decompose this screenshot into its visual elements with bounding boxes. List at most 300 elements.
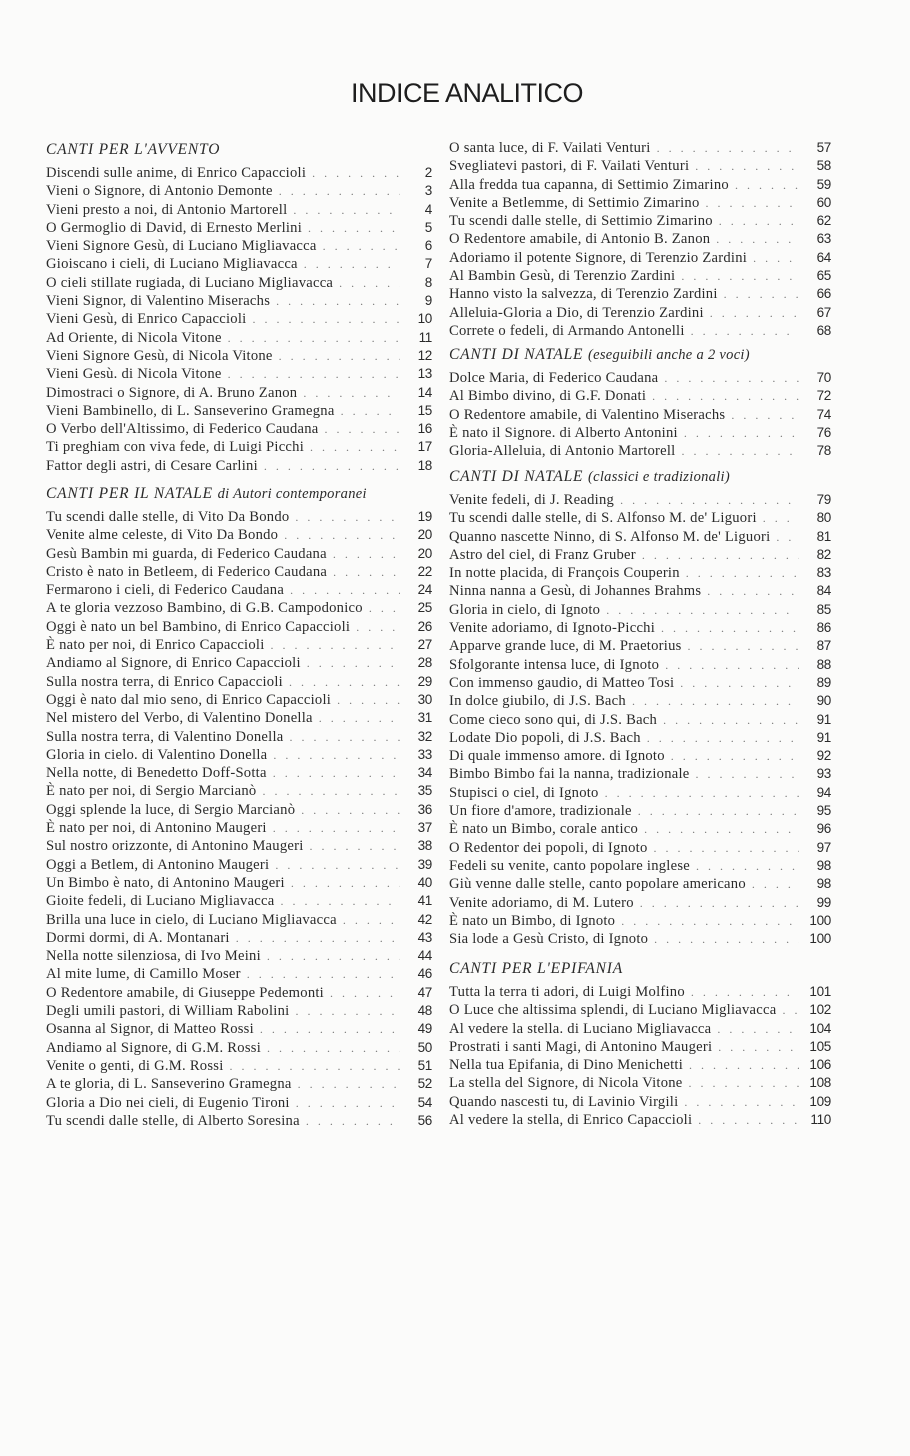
dot-leader — [265, 636, 400, 654]
dot-leader — [713, 212, 799, 230]
entry-title: O Verbo dell'Altissimo, di Federico Caudana — [46, 421, 319, 438]
index-entry — [449, 212, 831, 230]
entry-page-number: 98 — [816, 876, 831, 892]
entry-title: O Redentore amabile, di Valentino Miserachs — [449, 406, 726, 423]
section-heading-text: CANTI PER L'AVVENTO — [46, 141, 221, 158]
entry-page-number: 7 — [424, 256, 432, 272]
index-entry — [46, 365, 432, 383]
dot-leader — [327, 545, 400, 563]
entry-title: Nella tua Epifania, di Dino Menichetti — [449, 1057, 684, 1074]
entry-list — [46, 164, 432, 475]
entry-page-number: 20 — [417, 527, 432, 543]
entry-title: Sfolgorante intensa luce, di Ignoto — [449, 656, 660, 673]
entry-page-number: 92 — [816, 748, 831, 764]
entry-title: Oggi è nato un bel Bambino, di Enrico Capaccioli — [46, 618, 351, 635]
index-entry — [46, 728, 432, 746]
index-entry — [449, 930, 831, 948]
entry-page-number: 28 — [417, 655, 432, 671]
index-entry — [449, 912, 831, 930]
dot-leader — [636, 546, 799, 564]
entry-title: Al mite lume, di Camillo Moser — [46, 966, 241, 983]
dot-leader — [222, 365, 400, 383]
index-entry — [449, 1093, 831, 1111]
dot-leader — [313, 709, 400, 727]
dot-leader — [690, 765, 799, 783]
entry-title: Di quale immenso amore. di Ignoto — [449, 748, 665, 765]
entry-title: Nella notte, di Benedetto Doff-Sotta — [46, 765, 267, 782]
index-entry — [449, 1111, 831, 1129]
index-entry — [449, 983, 831, 1001]
entry-title: Brilla una luce in cielo, di Luciano Migliavacca — [46, 911, 337, 928]
entry-title: Fattor degli astri, di Cesare Carlini — [46, 457, 258, 474]
index-entry — [46, 182, 432, 200]
entry-title: Oggi è nato dal mio seno, di Enrico Capaccioli — [46, 691, 332, 708]
index-entry — [46, 274, 432, 292]
entry-page-number: 16 — [417, 421, 432, 437]
entry-page-number: 110 — [810, 1112, 831, 1128]
entry-title: Cristo è nato in Betleem, di Federico Caudana — [46, 563, 328, 580]
dot-leader — [274, 892, 400, 910]
entry-page-number: 47 — [417, 984, 432, 1000]
dot-leader — [267, 764, 400, 782]
index-entry — [46, 545, 432, 563]
entry-title: Adoriamo il potente Signore, di Terenzio Zardini — [449, 249, 748, 266]
index-entry — [449, 491, 831, 509]
dot-leader — [689, 157, 799, 175]
section-heading-text: CANTI DI NATALE — [449, 346, 584, 363]
dot-leader — [678, 1093, 799, 1111]
index-entry — [449, 424, 831, 442]
index-entry — [46, 581, 432, 599]
entry-page-number: 52 — [417, 1076, 432, 1092]
entry-page-number: 106 — [809, 1057, 831, 1073]
entry-page-number: 20 — [417, 545, 432, 561]
index-entry — [449, 442, 831, 460]
dot-leader — [712, 1038, 799, 1056]
entry-page-number: 84 — [816, 583, 831, 599]
index-entry — [449, 1074, 831, 1092]
dot-leader — [289, 1002, 400, 1020]
entry-title: Tu scendi dalle stelle, di Alberto Soresina — [46, 1112, 300, 1129]
entry-list — [449, 369, 831, 460]
section-heading — [449, 959, 831, 983]
entry-page-number: 100 — [809, 912, 831, 928]
dot-leader — [747, 249, 799, 267]
entry-title: Svegliatevi pastori, di F. Vailati Venturi — [449, 158, 690, 175]
dot-leader — [297, 384, 400, 402]
index-entry — [46, 746, 432, 764]
index-entry — [449, 406, 831, 424]
index-entry — [449, 285, 831, 303]
section-heading-text: CANTI DI NATALE — [449, 468, 584, 485]
index-entry — [46, 911, 432, 929]
entry-title: O Redentore amabile, di Giuseppe Pedemonti — [46, 984, 324, 1001]
entry-page-number: 41 — [417, 893, 432, 909]
entry-title: O Luce che altissima splendi, di Luciano Migliavacca — [449, 1002, 777, 1019]
index-entry — [46, 1002, 432, 1020]
entry-page-number: 74 — [816, 406, 831, 422]
entry-title: Al vedere la stella, di Enrico Capaccioli — [449, 1112, 693, 1129]
index-entry — [449, 857, 831, 875]
section-heading — [449, 467, 831, 491]
entry-page-number: 62 — [816, 213, 831, 229]
entry-title: È nato un Bimbo, di Ignoto — [449, 912, 616, 929]
index-entry — [46, 526, 432, 544]
index-entry — [46, 255, 432, 273]
entry-title: Vieni Gesù, di Enrico Capaccioli — [46, 311, 247, 328]
dot-leader — [651, 139, 799, 157]
entry-page-number: 50 — [417, 1039, 432, 1055]
entry-page-number: 51 — [417, 1057, 432, 1073]
dot-leader — [685, 322, 799, 340]
entry-page-number: 72 — [816, 388, 831, 404]
entry-page-number: 38 — [417, 838, 432, 854]
index-entry — [449, 656, 831, 674]
dot-leader — [283, 673, 400, 691]
index-entry — [449, 176, 831, 194]
entry-title: Degli umili pastori, di William Rabolini — [46, 1003, 290, 1020]
entry-title: Venite o genti, di G.M. Rossi — [46, 1057, 224, 1074]
index-entry — [46, 782, 432, 800]
entry-title: Quando nascesti tu, di Lavinio Virgili — [449, 1093, 679, 1110]
dot-leader — [632, 802, 799, 820]
section-natale-classici — [449, 467, 831, 948]
dot-leader — [254, 1020, 400, 1038]
entry-page-number: 17 — [417, 439, 432, 455]
section-heading-text: CANTI PER IL NATALE — [46, 485, 213, 502]
dot-leader — [704, 304, 799, 322]
entry-page-number: 27 — [417, 637, 432, 653]
index-entry — [46, 691, 432, 709]
entry-title: Gloria-Alleluia, di Antonio Martorell — [449, 443, 676, 460]
page-title — [0, 78, 910, 109]
index-entry — [46, 402, 432, 420]
entry-title: È nato per noi, di Enrico Capaccioli — [46, 637, 265, 654]
dot-leader — [295, 801, 400, 819]
index-entry — [46, 164, 432, 182]
dot-leader — [327, 563, 400, 581]
index-entry — [46, 1020, 432, 1038]
entry-title: In dolce giubilo, di J.S. Bach — [449, 693, 626, 710]
entry-title: Tu scendi dalle stelle, di Settimio Zimarino — [449, 213, 713, 230]
entry-title: Fedeli su venite, canto popolare inglese — [449, 857, 690, 874]
entry-title: Ti preghiam con viva fede, di Luigi Picchi — [46, 439, 305, 456]
index-entry — [46, 965, 432, 983]
entry-page-number: 91 — [816, 711, 831, 727]
entry-title: Tu scendi dalle stelle, di Vito Da Bondo — [46, 509, 290, 525]
entry-title: Venite alme celeste, di Vito Da Bondo — [46, 527, 279, 544]
dot-leader — [290, 1094, 400, 1112]
index-entry — [449, 875, 831, 893]
entry-title: Venite adoriamo, di M. Lutero — [449, 894, 634, 911]
entry-title: È nato il Signore. di Alberto Antonini — [449, 424, 678, 441]
entry-page-number: 44 — [417, 948, 432, 964]
entry-page-number: 32 — [417, 728, 432, 744]
entry-title: Apparve grande luce, di M. Praetorius — [449, 638, 682, 655]
entry-page-number: 97 — [816, 839, 831, 855]
entry-page-number: 26 — [417, 618, 432, 634]
entry-title: Ad Oriente, di Nicola Vitone — [46, 329, 222, 346]
index-entry — [449, 546, 831, 564]
dot-leader — [683, 1074, 799, 1092]
section-heading — [46, 140, 432, 164]
index-entry — [46, 837, 432, 855]
entry-title: Tu scendi dalle stelle, di S. Alfonso M. de' Liguori — [449, 510, 757, 527]
entry-page-number: 108 — [809, 1075, 831, 1091]
dot-leader — [267, 746, 400, 764]
index-entry — [449, 1001, 831, 1019]
entry-title: Nella notte silenziosa, di Ivo Meini — [46, 948, 261, 965]
entry-page-number: 24 — [417, 582, 432, 598]
section-heading-subtitle: di Autori contemporanei — [217, 486, 367, 502]
dot-leader — [757, 509, 799, 527]
index-entry — [449, 267, 831, 285]
entry-title: Nel mistero del Verbo, di Valentino Donella — [46, 710, 313, 727]
index-entry — [46, 384, 432, 402]
entry-page-number: 59 — [816, 176, 831, 192]
entry-page-number: 48 — [417, 1003, 432, 1019]
index-entry — [46, 929, 432, 947]
entry-title: La stella del Signore, di Nicola Vitone — [449, 1075, 683, 1092]
index-entry — [46, 1057, 432, 1075]
entry-title: Fermarono i cieli, di Federico Caudana — [46, 582, 285, 599]
entry-page-number: 79 — [816, 492, 831, 507]
entry-title: Sulla nostra terra, di Valentino Donella — [46, 728, 284, 745]
dot-leader — [241, 965, 400, 983]
entry-page-number: 13 — [417, 366, 432, 382]
entry-page-number: 49 — [417, 1021, 432, 1037]
entry-title: È nato per noi, di Sergio Marcianò — [46, 783, 257, 800]
index-entry — [449, 711, 831, 729]
index-entry — [46, 292, 432, 310]
index-entry — [449, 387, 831, 405]
entry-page-number: 8 — [424, 274, 432, 290]
dot-leader — [701, 582, 799, 600]
entry-title: A te gloria vezzoso Bambino, di G.B. Campodonico — [46, 600, 363, 617]
dot-leader — [319, 420, 400, 438]
index-entry — [46, 508, 432, 526]
entry-title: In notte placida, di François Couperin — [449, 565, 680, 582]
entry-title: Tutta la terra ti adori, di Luigi Molfino — [449, 984, 685, 1000]
index-entry — [449, 729, 831, 747]
index-entry — [46, 636, 432, 654]
entry-title: Vieni Signore Gesù, di Nicola Vitone — [46, 347, 273, 364]
entry-page-number: 40 — [417, 874, 432, 890]
entry-title: Sia lode a Gesù Cristo, di Ignoto — [449, 931, 649, 948]
entry-page-number: 105 — [809, 1038, 831, 1054]
index-entry — [449, 322, 831, 340]
dot-leader — [267, 819, 400, 837]
index-entry — [449, 1038, 831, 1056]
dot-leader — [690, 857, 799, 875]
entry-page-number: 90 — [816, 693, 831, 709]
section-avvento — [46, 140, 432, 475]
dot-leader — [658, 369, 799, 387]
index-entry — [46, 819, 432, 837]
entry-title: Lodate Dio popoli, di J.S. Bach — [449, 729, 641, 746]
section-heading — [449, 345, 831, 369]
index-entry — [46, 237, 432, 255]
entry-page-number: 2 — [424, 165, 432, 180]
entry-title: Giù venne dalle stelle, canto popolare americano — [449, 876, 746, 893]
dot-leader — [304, 438, 400, 456]
index-entry — [449, 637, 831, 655]
entry-page-number: 33 — [417, 746, 432, 762]
index-entry — [46, 599, 432, 617]
entry-title: Gloria a Dio nei cieli, di Eugenio Tironi — [46, 1094, 290, 1111]
entry-title: Un Bimbo è nato, di Antonino Maugeri — [46, 874, 285, 891]
section-heading — [46, 484, 432, 508]
entry-title: Ninna nanna a Gesù, di Johannes Brahms — [449, 583, 702, 600]
dot-leader — [711, 1020, 799, 1038]
index-entry — [46, 420, 432, 438]
entry-page-number: 56 — [417, 1112, 432, 1128]
entry-page-number: 22 — [417, 563, 432, 579]
dot-leader — [363, 599, 400, 617]
index-entry — [46, 856, 432, 874]
entry-title: Venite fedeli, di J. Reading — [449, 492, 615, 508]
entry-title: Sul nostro orizzonte, di Antonino Maugeri — [46, 838, 304, 855]
entry-title: Dimostraci o Signore, di A. Bruno Zanon — [46, 384, 298, 401]
entry-page-number: 46 — [417, 966, 432, 982]
entry-title: Dormi dormi, di A. Montanari — [46, 929, 230, 946]
entry-page-number: 35 — [417, 783, 432, 799]
entry-title: Hanno visto la salvezza, di Terenzio Zardini — [449, 286, 718, 303]
dot-leader — [648, 930, 799, 948]
dot-leader — [285, 874, 400, 892]
section-heading-subtitle: (eseguibili anche a 2 voci) — [587, 347, 750, 363]
dot-leader — [302, 219, 400, 237]
dot-leader — [674, 674, 799, 692]
entry-page-number: 76 — [816, 424, 831, 440]
entry-page-number: 63 — [816, 231, 831, 247]
dot-leader — [270, 292, 400, 310]
entry-list — [46, 508, 432, 1130]
dot-leader — [258, 457, 400, 475]
dot-leader — [648, 839, 799, 857]
dot-leader — [331, 691, 400, 709]
entry-page-number: 98 — [816, 857, 831, 873]
entry-title: Venite adoriamo, di Ignoto-Picchi — [449, 620, 656, 637]
entry-title: Oggi splende la luce, di Sergio Marcianò — [46, 801, 296, 818]
index-entry — [46, 219, 432, 237]
entry-title: O Redentor dei popoli, di Ignoto — [449, 839, 648, 856]
entry-title: Gioite fedeli, di Luciano Migliavacca — [46, 893, 275, 910]
dot-leader — [770, 528, 799, 546]
index-entry — [46, 329, 432, 347]
dot-leader — [599, 784, 799, 802]
entry-title: Vieni Signore Gesù, di Luciano Migliavacca — [46, 238, 317, 255]
entry-page-number: 12 — [417, 347, 432, 363]
entry-page-number: 87 — [816, 638, 831, 654]
entry-page-number: 6 — [424, 238, 432, 254]
entry-page-number: 54 — [417, 1094, 432, 1110]
index-entry — [449, 249, 831, 267]
entry-page-number: 39 — [417, 856, 432, 872]
index-entry — [449, 784, 831, 802]
index-entry — [449, 528, 831, 546]
dot-leader — [337, 911, 400, 929]
entry-title: Come cieco sono qui, di J.S. Bach — [449, 711, 658, 728]
entry-title: O santa luce, di F. Vailati Venturi — [449, 140, 651, 156]
dot-leader — [278, 526, 400, 544]
dot-leader — [675, 267, 799, 285]
index-entry — [449, 1056, 831, 1074]
entry-title: Al Bambin Gesù, di Terenzio Zardini — [449, 268, 676, 285]
section-natale-contemporanei — [46, 484, 432, 1130]
dot-leader — [729, 176, 799, 194]
entry-title: Correte o fedeli, di Armando Antonelli — [449, 322, 685, 339]
entry-page-number: 80 — [816, 510, 831, 526]
dot-leader — [614, 491, 799, 509]
entry-page-number: 85 — [816, 601, 831, 617]
index-entry — [46, 618, 432, 636]
entry-title: Vieni Signor, di Valentino Miserachs — [46, 293, 271, 310]
entry-page-number: 36 — [417, 801, 432, 817]
dot-leader — [646, 387, 799, 405]
entry-page-number: 57 — [816, 140, 831, 155]
entry-title: A te gloria, di L. Sanseverino Gramegna — [46, 1076, 292, 1093]
section-heading-subtitle: (classici e tradizionali) — [587, 469, 730, 485]
index-entry — [449, 139, 831, 157]
entry-title: Bimbo Bimbo fai la nanna, tradizionale — [449, 766, 690, 783]
entry-title: Vieni presto a noi, di Antonio Martorell — [46, 201, 288, 218]
index-entry — [46, 892, 432, 910]
entry-page-number: 81 — [816, 528, 831, 544]
entry-page-number: 58 — [816, 158, 831, 174]
index-entry — [46, 563, 432, 581]
entry-page-number: 25 — [417, 600, 432, 616]
entry-page-number: 99 — [816, 894, 831, 910]
entry-page-number: 68 — [816, 322, 831, 338]
index-entry — [449, 369, 831, 387]
index-entry — [46, 709, 432, 727]
entry-page-number: 43 — [417, 929, 432, 945]
index-entry — [46, 654, 432, 672]
dot-leader — [682, 637, 799, 655]
dot-leader — [683, 1056, 799, 1074]
entry-page-number: 109 — [809, 1093, 831, 1109]
entry-title: Gloria in cielo. di Valentino Donella — [46, 746, 268, 763]
index-entry — [449, 230, 831, 248]
page-title-text: INDICE ANALITICO — [350, 78, 584, 108]
entry-page-number: 30 — [417, 691, 432, 707]
index-entry — [46, 1094, 432, 1112]
index-entry — [46, 457, 432, 475]
dot-leader — [333, 274, 400, 292]
dot-leader — [638, 820, 799, 838]
dot-leader — [676, 442, 800, 460]
dot-leader — [284, 728, 401, 746]
entry-title: Alla fredda tua capanna, di Settimio Zimarino — [449, 176, 729, 193]
index-entry — [449, 747, 831, 765]
dot-leader — [776, 1001, 799, 1019]
entry-title: Al Bimbo divino, di G.F. Donati — [449, 388, 647, 405]
entry-title: Sulla nostra terra, di Enrico Capaccioli — [46, 673, 283, 690]
index-entry — [449, 820, 831, 838]
dot-leader — [718, 285, 799, 303]
index-entry — [46, 438, 432, 456]
entry-page-number: 94 — [816, 784, 831, 800]
entry-title: O Redentore amabile, di Antonio B. Zanon — [449, 231, 711, 248]
index-entry — [46, 764, 432, 782]
index-entry — [46, 947, 432, 965]
entry-title: Gioiscano i cieli, di Luciano Migliavacca — [46, 256, 298, 273]
dot-leader — [317, 237, 400, 255]
dot-leader — [634, 894, 799, 912]
entry-page-number: 4 — [424, 201, 432, 217]
entry-page-number: 83 — [816, 565, 831, 581]
